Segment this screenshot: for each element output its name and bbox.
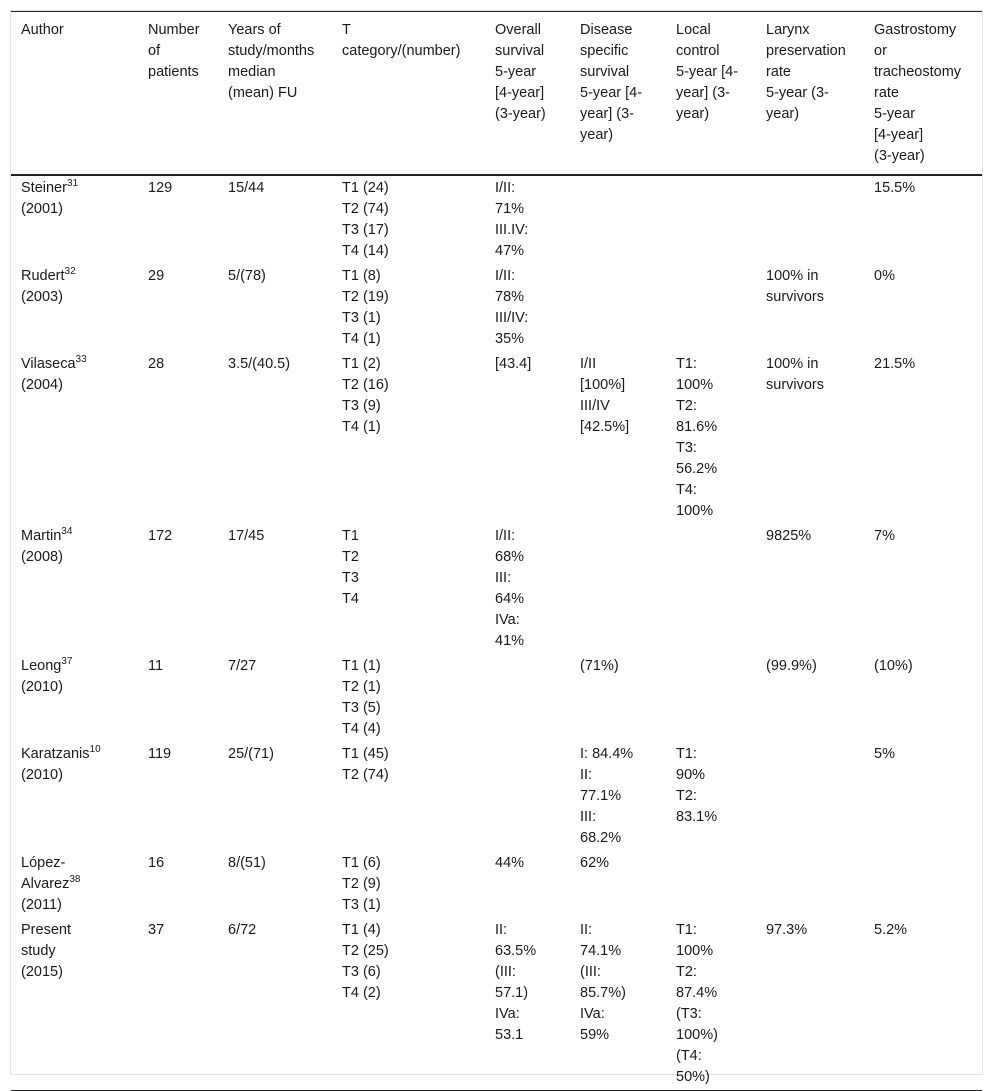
cell-patients: 28 <box>148 356 165 372</box>
cell-larynx-preservation: 9825% <box>766 528 812 544</box>
cell-author <box>11 851 138 918</box>
author-reference: 38 <box>69 874 81 885</box>
cell-years: 5/(78) <box>228 268 266 284</box>
header-disease-specific-survival: Disease specific survival 5-year [4- year] (3- year) <box>570 12 666 176</box>
author-reference: 10 <box>89 744 101 755</box>
table-body <box>11 175 982 1091</box>
cell-gastrostomy-rate: 7% <box>874 528 895 544</box>
author-year: (2003) <box>21 289 63 305</box>
cell-disease-specific-survival <box>570 524 666 654</box>
author-reference: 31 <box>66 178 79 189</box>
author-year: (2010) <box>21 767 63 783</box>
cell-disease-specific-survival: I/II [100%] III/IV [42.5%] <box>580 356 630 435</box>
author-name: López- Alvarez <box>21 855 70 892</box>
cell-local-control: T1: 90% T2: 83.1% <box>676 746 718 825</box>
author-name: Steiner <box>21 180 67 196</box>
cell-author <box>11 264 138 352</box>
cell-gastrostomy-rate: (10%) <box>874 658 913 674</box>
header-larynx-preservation: Larynx preservation rate 5-year (3- year) <box>756 12 864 176</box>
author-year: (2011) <box>21 897 62 913</box>
cell-disease-specific-survival: (71%) <box>580 658 619 674</box>
header-author: Author <box>11 12 138 176</box>
author-reference: 32 <box>64 266 76 277</box>
cell-gastrostomy-rate: 0% <box>874 268 895 284</box>
author-name: Leong <box>21 658 62 674</box>
author-name: Martin <box>21 528 62 544</box>
cell-local-control <box>666 264 756 352</box>
cell-local-control <box>666 524 756 654</box>
cell-patients: 37 <box>138 918 218 1091</box>
cell-patients: 11 <box>148 658 164 674</box>
cell-disease-specific-survival: II: 74.1% (III: 85.7%) IVa: 59% <box>570 918 666 1091</box>
cell-author <box>11 175 138 264</box>
cell-larynx-preservation <box>756 742 864 851</box>
cell-larynx-preservation: 97.3% <box>756 918 864 1091</box>
table-row <box>11 851 982 918</box>
cell-gastrostomy-rate <box>864 851 982 918</box>
comparison-table <box>11 11 982 1091</box>
table-row <box>11 524 982 654</box>
cell-t-category: T1 (45) T2 (74) <box>342 746 389 783</box>
cell-t-category: T1 T2 T3 T4 <box>342 528 359 607</box>
cell-overall-survival: I/II: 78% III/IV: 35% <box>495 268 529 347</box>
table-row <box>11 742 982 851</box>
cell-overall-survival: 44% <box>495 855 525 871</box>
cell-t-category: T1 (1) T2 (1) T3 (5) T4 (4) <box>342 658 381 737</box>
cell-author <box>11 654 138 742</box>
cell-t-category: T1 (2) T2 (16) T3 (9) T4 (1) <box>342 356 389 435</box>
author-year: (2004) <box>21 377 63 393</box>
table-row <box>11 175 982 264</box>
author-reference: 34 <box>61 526 73 537</box>
cell-overall-survival: II: 63.5% (III: 57.1) IVa: 53.1 <box>485 918 570 1091</box>
cell-patients: 29 <box>148 268 165 284</box>
cell-patients: 119 <box>148 746 172 762</box>
cell-larynx-preservation: 100% in survivors <box>766 268 825 305</box>
cell-t-category: T1 (8) T2 (19) T3 (1) T4 (1) <box>342 268 389 347</box>
author-name: Present study <box>21 922 71 959</box>
table-container <box>10 10 983 1085</box>
cell-patients: 172 <box>148 528 173 544</box>
header-years-of-study: Years of study/months median (mean) FU <box>218 12 332 176</box>
cell-gastrostomy-rate: 5% <box>874 746 895 762</box>
cell-overall-survival: I/II: 68% III: 64% IVa: 41% <box>495 528 525 649</box>
cell-gastrostomy-rate: 5.2% <box>864 918 982 1091</box>
header-t-category: T category/(number) <box>332 12 485 176</box>
table-row <box>11 918 982 1091</box>
cell-author <box>11 352 138 524</box>
header-number-of-patients: Number of patients <box>138 12 218 176</box>
author-reference: 33 <box>75 354 87 365</box>
cell-years: 25/(71) <box>228 746 274 762</box>
cell-years: 6/72 <box>218 918 332 1091</box>
cell-years: 7/27 <box>228 658 257 674</box>
cell-larynx-preservation: (99.9%) <box>766 658 817 674</box>
cell-overall-survival: I/II: 71% III.IV: 47% <box>495 180 529 259</box>
cell-disease-specific-survival <box>570 264 666 352</box>
cell-disease-specific-survival <box>570 175 666 264</box>
cell-years: 17/45 <box>228 528 265 544</box>
cell-years: 8/(51) <box>228 855 266 871</box>
author-year: (2010) <box>21 679 63 695</box>
cell-local-control <box>666 851 756 918</box>
author-name: Vilaseca <box>21 356 76 372</box>
cell-overall-survival: [43.4] <box>495 356 532 372</box>
author-reference: 37 <box>61 656 73 667</box>
table-row <box>11 654 982 742</box>
cell-overall-survival <box>485 742 570 851</box>
cell-t-category: T1 (24) T2 (74) T3 (17) T4 (14) <box>342 180 389 259</box>
cell-author <box>11 742 138 851</box>
cell-larynx-preservation <box>756 175 864 264</box>
author-year: (2008) <box>21 549 63 565</box>
cell-years: 15/44 <box>228 180 265 196</box>
cell-gastrostomy-rate: 15.5% <box>874 180 916 196</box>
header-local-control: Local control 5-year [4- year] (3- year) <box>666 12 756 176</box>
cell-years: 3.5/(40.5) <box>228 356 291 372</box>
cell-larynx-preservation <box>756 851 864 918</box>
cell-larynx-preservation: 100% in survivors <box>766 356 825 393</box>
cell-patients: 16 <box>148 855 165 871</box>
author-year: (2015) <box>21 964 63 980</box>
author-year: (2001) <box>21 201 63 217</box>
cell-t-category: T1 (4) T2 (25) T3 (6) T4 (2) <box>332 918 485 1091</box>
cell-local-control <box>666 654 756 742</box>
cell-gastrostomy-rate: 21.5% <box>874 356 916 372</box>
table-row <box>11 264 982 352</box>
cell-local-control <box>666 175 756 264</box>
cell-local-control: T1: 100% T2: 87.4% (T3: 100%) (T4: 50%) <box>666 918 756 1091</box>
author-name: Karatzanis <box>21 746 90 762</box>
cell-author <box>11 524 138 654</box>
cell-disease-specific-survival: 62% <box>580 855 610 871</box>
cell-overall-survival <box>485 654 570 742</box>
cell-author <box>11 918 138 1091</box>
author-name: Rudert <box>21 268 65 284</box>
header-overall-survival: Overall survival 5-year [4-year] (3-year) <box>485 12 570 176</box>
cell-t-category: T1 (6) T2 (9) T3 (1) <box>342 855 381 913</box>
cell-patients: 129 <box>148 180 173 196</box>
cell-local-control: T1: 100% T2: 81.6% T3: 56.2% T4: 100% <box>676 356 718 519</box>
cell-disease-specific-survival: I: 84.4% II: 77.1% III: 68.2% <box>580 746 634 846</box>
table-header-row <box>11 12 982 176</box>
table-row <box>11 352 982 524</box>
header-gastrostomy-tracheostomy: Gastrostomy or tracheostomy rate 5-year [4-year] (3-year) <box>864 12 982 176</box>
